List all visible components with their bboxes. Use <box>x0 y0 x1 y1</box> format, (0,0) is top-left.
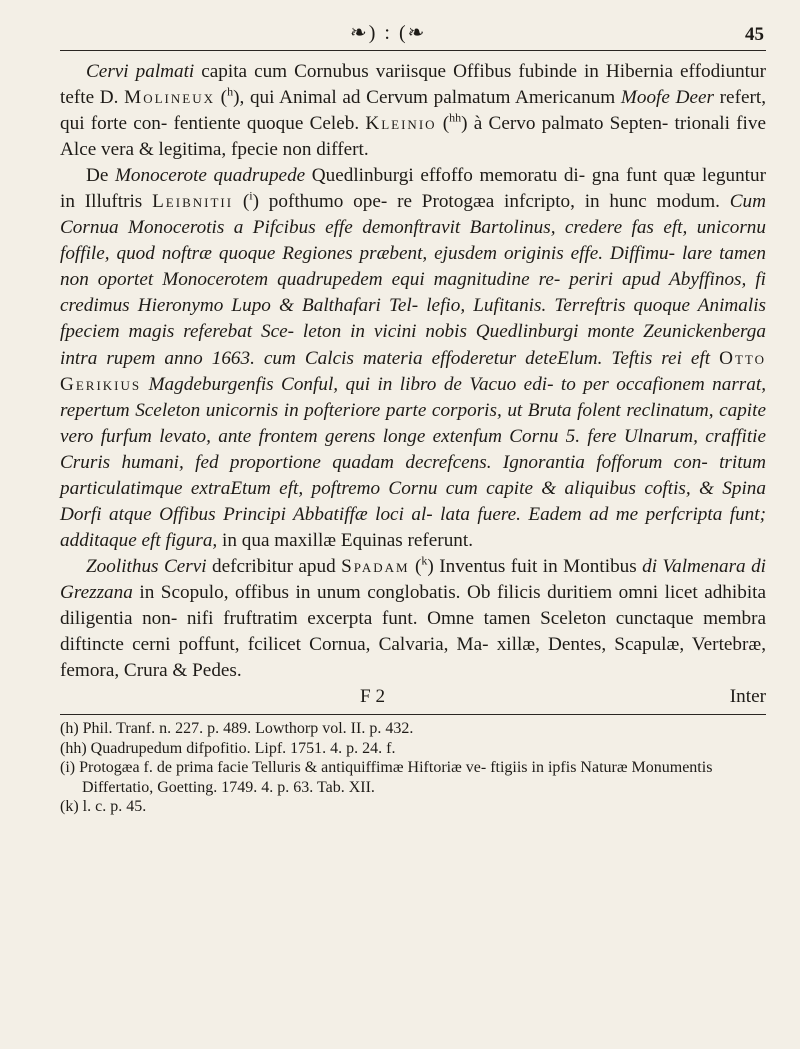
text-run: ) à Cervo palmato Septen- trionali five Alce vera & legitima, fpecie non differt. <box>60 113 766 161</box>
footnote-divider <box>60 714 766 715</box>
footnote-i: (i) Protogæa f. de prima facie Telluris & antiquiffimæ Hiftoriæ ve- ftigiis in ipfis Naturæ Monumentis Differtatio, Goetting. 1749. 4. p. 63. Tab. XII. <box>60 759 713 796</box>
paragraph-zoolithus <box>60 554 766 684</box>
term-cervi: Cervi <box>158 555 207 577</box>
page-number: 45 <box>745 24 764 45</box>
paragraph-monocerote <box>60 163 766 554</box>
footnote-hh: (hh) Quadrupedum difpofitio. Lipf. 1751. 4. p. 24. f. <box>60 739 396 757</box>
quotation-gerikius: Magdeburgenfis Conful, qui in libro de Vacuo edi- to per occafionem narrat, repertum Sceleton unicornis in pofteriore parte corporis, ut Bruta folent reclinatum, capite vero furfum levato, ante frontem gerens longe extenfum Cornu 5. fere Ulnarum, craffitie Cruris humani, fed proportione quadam decrefcens. Ignorantia fofforum con- tritum particulatimque extraEtum eft, poftremo Cornu cum capite & aliquibus coftis, & Spina Dorfi atque Offibus Principi Abbatiffæ loci al- lata fuere. Eadem ad me perfcripta funt; additaque eft figura, <box>60 373 766 551</box>
text-run: De <box>86 165 115 187</box>
paragraph-cervi-palmati <box>60 59 766 163</box>
term-cervi-palmati: Cervi palmati <box>86 61 195 82</box>
footnote-k: (k) l. c. p. 45. <box>60 798 147 816</box>
text-run: ) pofthumo ope- re Protogæa infcripto, in hunc modum. <box>252 191 730 213</box>
header-ornament: ❧) : (❧ <box>350 22 427 44</box>
footnote-ref-h: h <box>227 84 234 99</box>
text-run: ( <box>436 113 450 135</box>
quotation-leibnitz: Cum Cornua Monocerotis a Pifcibus effe demonftravit Bartolinus, credere fas eft, unicornu foffile, quod noftræ quoque Regiones præbent, ejusdem originis effe. Diffimu- lare tamen non oportet Monocerotem quadrupedem equi magnitudine re- periri apud Abyffinos, fi credimus Hieronymo Lupo & Balthafari Tel- lefio, Lufitanis. Terreftris quoque Animalis fpeciem magis referebat Sce- leton in vicini nobis Quedlinburgi monte Zeunickenberga intra rupem anno 1663. cum Calcis materia effoderetur deteElum. Teftis rei eft <box>60 191 766 369</box>
running-header <box>60 14 766 51</box>
footnote-ref-i: i <box>249 188 253 203</box>
term-moose-deer: Moofe Deer <box>620 87 714 109</box>
text-run: capita cum Cornubus variisque Offibus fubinde in Hibernia effodiuntur tefte D. <box>60 61 766 109</box>
text-run: ( <box>233 191 250 213</box>
footnote-ref-k: k <box>421 553 428 568</box>
footnote-ref-hh: hh <box>449 110 462 125</box>
main-text <box>60 59 766 684</box>
author-molineux: Molineux <box>124 87 215 109</box>
text-run: ( <box>214 87 228 109</box>
catchword: Inter <box>729 686 766 708</box>
text-run: ) Inventus fuit in Montibus <box>427 555 643 577</box>
author-gerikius: Otto Gerikius <box>60 347 766 395</box>
text-run: ), qui Animal ad Cervum palmatum Americanum <box>233 87 621 109</box>
place-valmenara: di Valmenara di Grezzana <box>60 555 766 603</box>
signature-line <box>60 684 766 710</box>
term-zoolithus: Zoolithus <box>86 555 159 577</box>
footnote-h: (h) Phil. Tranf. n. 227. p. 489. Lowthorp vol. II. p. 432. <box>60 720 414 738</box>
footnotes <box>60 719 766 817</box>
signature-mark: F 2 <box>360 686 386 708</box>
text-run: refert, qui forte con- fentiente quoque Celeb. <box>60 87 766 135</box>
author-spadam: Spadam <box>341 555 410 577</box>
text-run: ( <box>409 555 422 577</box>
text-run: Quedlinburgi effoffo memoratu di- gna funt quæ leguntur in Illuftris <box>60 165 766 213</box>
author-leibnitii: Leibnitii <box>152 191 234 213</box>
term-monocerote: Monocerote quadrupede <box>114 165 306 187</box>
author-kleinio: Kleinio <box>365 113 437 135</box>
text-run: in Scopulo, offibus in unum conglobatis. Ob filicis duritiem omni licet adhibita diligentia non- nifi fruftratim excerpta funt. Omne tamen Sceleton cunctaque membra diftincte cerni poffunt, fcilicet Cornua, Calvaria, Ma- xillæ, Dentes, Scapulæ, Vertebræ, femora, Crura & Pedes. <box>60 581 766 682</box>
text-run: in qua maxillæ Equinas referunt. <box>217 529 474 551</box>
text-run: defcribitur apud <box>206 555 342 577</box>
